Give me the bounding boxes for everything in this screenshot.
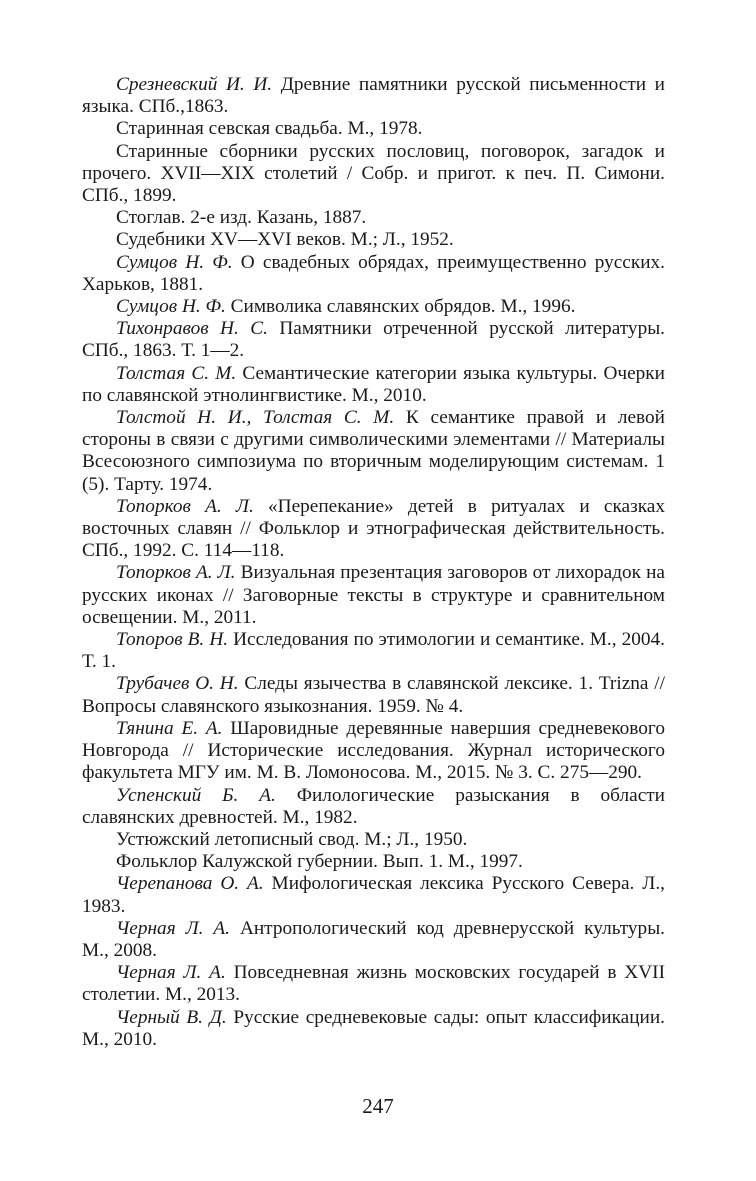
entry-author: Сумцов Н. Ф. — [116, 296, 226, 318]
bibliography-entry — [82, 785, 665, 829]
entry-text: Древние памятники русской письменности и языка. СПб.,1863. — [82, 74, 665, 118]
entry-text: Шаровидные деревянные навершия средневекового Новгорода // Исторические исследования. Журнал исторического факультета МГУ им. М. В. Ломоносова. М., 2015. № 3. С. 275—290. — [82, 717, 665, 784]
entry-author: Сумцов Н. Ф. — [116, 251, 233, 273]
entry-text: Русские средневековые сады: опыт классификации. М., 2010. — [82, 1006, 665, 1050]
entry-author: Черная Л. А. — [116, 962, 226, 984]
entry-text: Символика славянских обрядов. М., 1996. — [230, 296, 576, 318]
entry-text: Устюжский летописный свод. М.; Л., 1950. — [116, 828, 468, 850]
entry-text: Семантические категории языка культуры. Очерки по славянской этнолингвистике. М., 2010. — [82, 362, 665, 406]
entry-author: Тихонравов Н. С. — [116, 318, 268, 340]
entry-text: Памятники отреченной русской литературы. СПб., 1863. Т. 1—2. — [82, 318, 665, 362]
entry-author: Топорков А. Л. — [116, 495, 254, 517]
entry-text: «Перепекание» детей в ритуалах и сказках восточных славян // Фольклор и этнографическая действительность. СПб., 1992. С. 114—118. — [82, 495, 665, 562]
entry-text: Старинные сборники русских пословиц, поговорок, загадок и прочего. XVII—XIX столетий / Собр. и пригот. к печ. П. Симони. СПб., 1899. — [82, 140, 665, 207]
bibliography-entry — [82, 718, 665, 785]
bibliography-entry — [82, 851, 665, 873]
entry-author: Толстая С. М. — [116, 362, 237, 384]
bibliography-entry — [82, 407, 665, 496]
bibliography-entry — [82, 918, 665, 962]
bibliography-entry — [82, 962, 665, 1006]
entry-text: Исследования по этимологии и семантике. М., 2004. Т. 1. — [82, 629, 665, 673]
entry-author: Срезневский И. И. — [116, 74, 273, 95]
entry-author: Черная Л. А. — [116, 917, 230, 939]
bibliography-entry — [82, 629, 665, 673]
bibliography-entry — [82, 562, 665, 629]
entry-text: Антропологический код древнерусской культуры. М., 2008. — [82, 917, 665, 961]
entry-text: Филологические разыскания в области славянских древностей. М., 1982. — [82, 784, 665, 828]
entry-text: Стоглав. 2-е изд. Казань, 1887. — [116, 207, 367, 229]
entry-text: Повседневная жизнь московских государей в XVII столетии. М., 2013. — [82, 962, 665, 1006]
entry-text: Старинная севская свадьба. М., 1978. — [116, 118, 423, 140]
bibliography-entry — [82, 229, 665, 251]
bibliography-entry — [82, 207, 665, 229]
entry-author: Успенский Б. А. — [116, 784, 276, 806]
entry-author: Черный В. Д. — [116, 1006, 227, 1028]
entry-text: Фольклор Калужской губернии. Вып. 1. М., 1997. — [116, 851, 523, 873]
entry-author: Черепанова О. А. — [116, 873, 264, 895]
bibliography-entry — [82, 296, 665, 318]
bibliography-entry — [82, 252, 665, 296]
entry-text: Визуальная презентация заговоров от лихорадок на русских иконах // Заговорные тексты в структуре и сравнительном освещении. М., 2011. — [82, 562, 665, 628]
entry-text: К семантике правой и левой стороны в связи с другими символическими элементами // Материалы Всесоюзного симпозиума по вторичным моделирующим системам. 1 (5). Тарту. 1974. — [82, 407, 665, 495]
bibliography-entry — [82, 673, 665, 717]
entry-text: Следы язычества в славянской лексике. 1. Trizna // Вопросы славянского языкознания. 1959. № 4. — [82, 673, 665, 717]
bibliography-entry — [82, 829, 665, 851]
bibliography-entry — [82, 74, 665, 118]
bibliography-entry — [82, 873, 665, 917]
bibliography-entry — [82, 496, 665, 563]
entry-author: Топоров В. Н. — [116, 629, 229, 651]
bibliography-list — [82, 74, 665, 1051]
entry-author: Топорков А. Л. — [116, 562, 236, 584]
entry-author: Толстой Н. И., Толстая С. М. — [116, 407, 395, 429]
bibliography-entry — [82, 363, 665, 407]
bibliography-entry — [82, 318, 665, 362]
entry-author: Тянина Е. А. — [116, 717, 223, 739]
entry-text: Мифологическая лексика Русского Севера. Л., 1983. — [82, 873, 665, 917]
bibliography-entry — [82, 1007, 665, 1051]
entry-author: Трубачев О. Н. — [116, 673, 239, 695]
entry-text: О свадебных обрядах, преимущественно русских. Харьков, 1881. — [82, 251, 666, 295]
bibliography-entry — [82, 118, 665, 140]
bibliography-entry — [82, 141, 665, 208]
page-number: 247 — [362, 1094, 394, 1118]
entry-text: Судебники XV—XVI веков. М.; Л., 1952. — [116, 229, 454, 251]
